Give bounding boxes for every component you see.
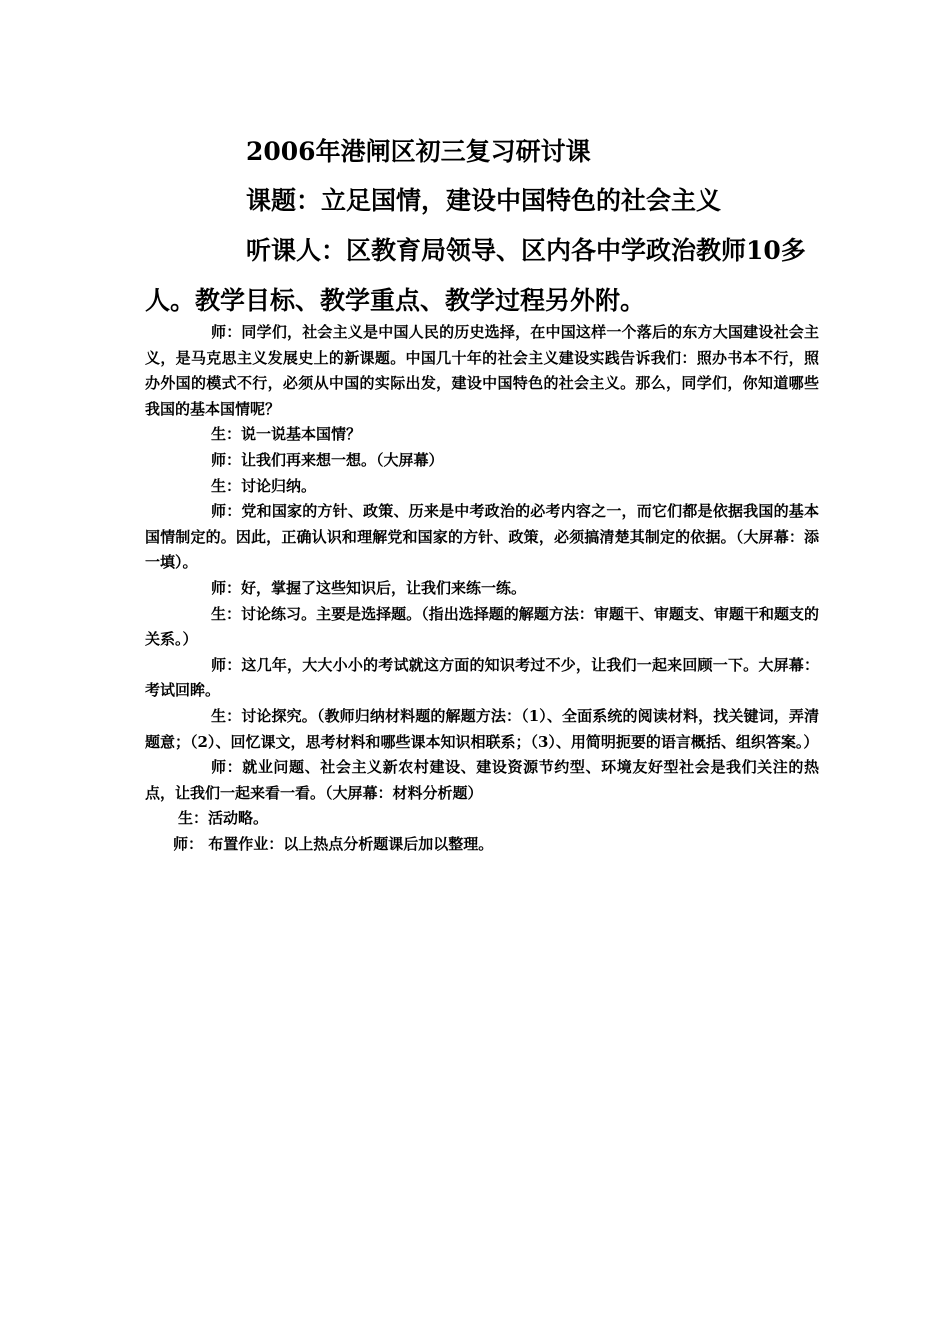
dialogue-paragraph: 生：活动略。 (178, 809, 269, 828)
dialogue-paragraph: 师：好，掌握了这些知识后，让我们来练一练。 (211, 578, 527, 597)
lesson-topic (145, 176, 825, 226)
lesson-dialogue (145, 320, 819, 857)
dialogue-paragraph: 师：党和国家的方针、政策、历来是中考政治的必考内容之一，而它们都是依据我国的基本国情制定的。因此，正确认识和理解党和国家的方针、政策，必须搞清楚其制定的依据。（大屏幕：添一填）。 (145, 502, 819, 572)
topic-text: 课题：立足国情，建设中国特色的社会主义 (246, 186, 722, 215)
dialogue-paragraph: 生：讨论探究。（教师归纳材料题的解题方法：（1）、全面系统的阅读材料，找关键词，弄清题意；（2）、回忆课文，思考材料和哪些课本知识相联系；（3）、用简明扼要的语言概括、组织答案。） (145, 706, 819, 751)
dialogue-paragraph: 师： 布置作业：以上热点分析题课后加以整理。 (173, 834, 494, 853)
dialogue-paragraph: 师：同学们，社会主义是中国人民的历史选择，在中国这样一个落后的东方大国建设社会主义，是马克思主义发展史上的新课题。中国几十年的社会主义建设实践告诉我们：照办书本不行，照办外国的模式不行，必须从中国的实际出发，建设中国特色的社会主义。那么，同学们，你知道哪些我国的基本国情呢？ (145, 323, 819, 418)
dialogue-paragraph: 师：这几年，大大小小的考试就这方面的知识考过不少，让我们一起来回顾一下。大屏幕：考试回眸。 (145, 655, 819, 700)
title-text: 2006年港闸区初三复习研讨课 (246, 137, 591, 166)
dialogue-paragraph: 生：讨论练习。主要是选择题。（指出选择题的解题方法：审题干、审题支、审题干和题支的关系。） (145, 604, 819, 649)
dialogue-paragraph: 生：说一说基本国情？ (211, 425, 362, 444)
document-title (145, 127, 825, 177)
dialogue-paragraph: 师：让我们再来想一想。（大屏幕） (211, 450, 444, 469)
dialogue-paragraph: 师：就业问题、社会主义新农村建设、建设资源节约型、环境友好型社会是我们关注的热点，让我们一起来看一看。（大屏幕：材料分析题） (145, 758, 819, 802)
dialogue-paragraph: 生：讨论归纳。 (211, 476, 317, 495)
audience-line (145, 226, 825, 326)
audience-text: 听课人：区教育局领导、区内各中学政治教师10多人。教学目标、教学重点、教学过程另外附。 (145, 236, 806, 315)
